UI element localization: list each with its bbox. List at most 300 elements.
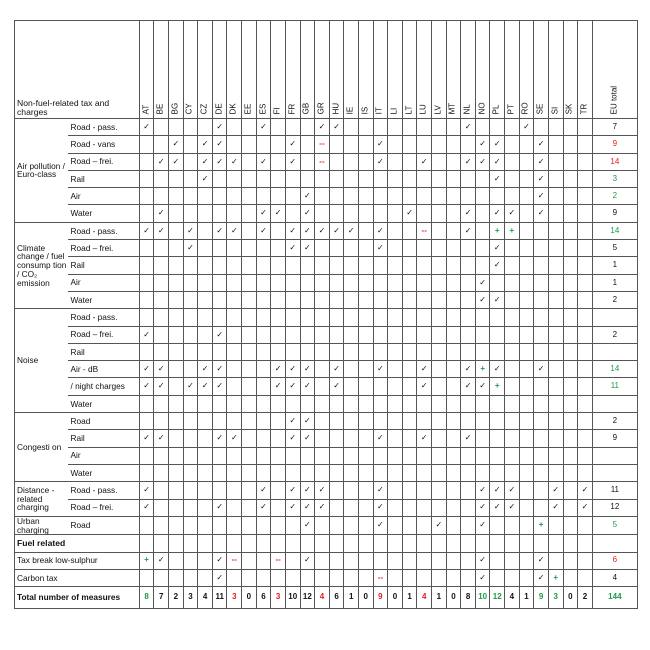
cell-gr <box>315 552 330 569</box>
cell-ie <box>344 153 359 170</box>
check-mark: ✓ <box>216 433 224 443</box>
cell-pt <box>505 343 520 360</box>
empty-cell <box>432 535 447 552</box>
check-mark: ✓ <box>303 381 311 391</box>
cell-lv <box>432 326 447 343</box>
cell-se <box>534 153 549 170</box>
cell-si <box>548 569 563 586</box>
check-mark: ✓ <box>493 294 501 304</box>
cell-ro <box>519 205 534 222</box>
country-total: 4 <box>417 587 432 609</box>
cell-cy <box>183 240 198 257</box>
cell-pl <box>490 569 505 586</box>
cell-li <box>388 361 403 378</box>
cell-sk <box>563 257 578 274</box>
cell-se <box>534 482 549 499</box>
table-row <box>15 552 638 569</box>
cell-gr <box>315 240 330 257</box>
country-header-tr <box>578 21 593 119</box>
cell-is <box>358 343 373 360</box>
check-mark: ✓ <box>493 208 501 218</box>
country-code: IE <box>345 106 355 114</box>
table-row <box>15 361 638 378</box>
cell-gb <box>300 257 315 274</box>
country-total: 3 <box>271 587 286 609</box>
cell-hu <box>329 326 344 343</box>
cell-cy <box>183 257 198 274</box>
check-mark: ✓ <box>303 416 311 425</box>
cell-nl <box>461 188 476 205</box>
cell-dk <box>227 343 242 360</box>
cell-lu <box>417 188 432 205</box>
cell-ie <box>344 499 359 516</box>
cell-gb <box>300 516 315 534</box>
cell-no <box>475 309 490 326</box>
country-total: 1 <box>402 587 417 609</box>
cell-ie <box>344 378 359 395</box>
cell-no <box>475 274 490 291</box>
table-row <box>15 482 638 499</box>
cell-gb <box>300 343 315 360</box>
cell-ee <box>242 222 257 239</box>
cell-li <box>388 447 403 464</box>
cell-cz <box>198 188 213 205</box>
cell-de <box>212 257 227 274</box>
cell-es <box>256 378 271 395</box>
cell-ie <box>344 447 359 464</box>
cell-ie <box>344 119 359 136</box>
cell-nl <box>461 291 476 308</box>
cell-li <box>388 136 403 153</box>
cell-is <box>358 378 373 395</box>
check-mark: ✓ <box>157 433 165 443</box>
cell-mt <box>446 274 461 291</box>
cell-it <box>373 552 388 569</box>
cell-ee <box>242 291 257 308</box>
check-mark: ✓ <box>143 381 150 391</box>
check-mark: ✓ <box>508 208 516 218</box>
cell-pt <box>505 326 520 343</box>
row-total: 9 <box>592 205 637 222</box>
country-header-cz <box>198 21 213 119</box>
cell-it <box>373 361 388 378</box>
cell-hu <box>329 222 344 239</box>
cell-sk <box>563 482 578 499</box>
cell-it <box>373 136 388 153</box>
empty-cell <box>183 535 198 552</box>
cell-at <box>139 119 154 136</box>
cell-lv <box>432 499 447 516</box>
cell-mt <box>446 170 461 187</box>
cell-hu <box>329 119 344 136</box>
category-label: Congesti on <box>15 413 69 482</box>
cell-mt <box>446 188 461 205</box>
mode-label: Road - pass. <box>68 119 139 136</box>
cell-it <box>373 482 388 499</box>
check-mark: ✓ <box>537 208 545 218</box>
plus-mark: + <box>538 520 544 530</box>
cell-it <box>373 291 388 308</box>
cell-gb <box>300 447 315 464</box>
cell-lt <box>402 153 417 170</box>
check-mark: ✓ <box>216 555 224 565</box>
cell-sk <box>563 170 578 187</box>
cell-li <box>388 119 403 136</box>
cell-cz <box>198 326 213 343</box>
cell-lt <box>402 482 417 499</box>
cell-gb <box>300 188 315 205</box>
cell-at <box>139 257 154 274</box>
row-total: 14 <box>592 361 637 378</box>
cell-si <box>548 464 563 481</box>
check-mark: ✓ <box>187 225 194 235</box>
cell-tr <box>578 361 593 378</box>
cell-fi <box>271 309 286 326</box>
cell-no <box>475 413 490 430</box>
cell-gr <box>315 274 330 291</box>
check-mark: ✓ <box>493 485 501 495</box>
empty-cell <box>139 535 154 552</box>
cell-de <box>212 395 227 412</box>
cell-mt <box>446 464 461 481</box>
cell-mt <box>446 516 461 534</box>
table-row <box>15 499 638 516</box>
check-mark: ✓ <box>479 485 486 495</box>
cell-se <box>534 378 549 395</box>
cell-bg <box>169 222 184 239</box>
cell-se <box>534 222 549 239</box>
cell-gr <box>315 326 330 343</box>
cell-lt <box>402 222 417 239</box>
cell-cy <box>183 499 198 516</box>
cell-de <box>212 309 227 326</box>
dash-mark: -- <box>377 572 384 582</box>
cell-li <box>388 240 403 257</box>
cell-gr <box>315 464 330 481</box>
country-code: CZ <box>199 103 209 114</box>
cell-is <box>358 291 373 308</box>
cell-ie <box>344 240 359 257</box>
cell-it <box>373 153 388 170</box>
check-mark: ✓ <box>289 225 297 235</box>
country-code: NO <box>477 102 487 114</box>
cell-sk <box>563 395 578 412</box>
empty-cell <box>198 535 213 552</box>
country-code: ES <box>258 103 268 114</box>
cell-no <box>475 136 490 153</box>
country-total: 0 <box>242 587 257 609</box>
cell-li <box>388 205 403 222</box>
country-total: 0 <box>563 587 578 609</box>
empty-cell <box>490 535 505 552</box>
check-mark: ✓ <box>289 502 297 512</box>
cell-cz <box>198 482 213 499</box>
cell-lu <box>417 205 432 222</box>
cell-de <box>212 569 227 586</box>
cell-fi <box>271 430 286 447</box>
cell-be <box>154 430 169 447</box>
cell-pt <box>505 274 520 291</box>
cell-nl <box>461 361 476 378</box>
check-mark: ✓ <box>201 139 209 149</box>
cell-se <box>534 240 549 257</box>
cell-fi <box>271 222 286 239</box>
check-mark: ✓ <box>333 225 340 235</box>
check-mark: ✓ <box>464 381 472 391</box>
cell-si <box>548 395 563 412</box>
cell-se <box>534 291 549 308</box>
country-total: 4 <box>198 587 213 609</box>
cell-lt <box>402 257 417 274</box>
cell-ro <box>519 343 534 360</box>
cell-is <box>358 516 373 534</box>
cell-cz <box>198 274 213 291</box>
cell-gb <box>300 274 315 291</box>
cell-hu <box>329 274 344 291</box>
cell-no <box>475 205 490 222</box>
mode-label: Road – frei. <box>68 153 139 170</box>
cell-it <box>373 499 388 516</box>
cell-bg <box>169 395 184 412</box>
cell-hu <box>329 378 344 395</box>
cell-es <box>256 274 271 291</box>
country-code: LV <box>433 104 443 114</box>
cell-si <box>548 136 563 153</box>
cell-bg <box>169 257 184 274</box>
cell-lv <box>432 291 447 308</box>
check-mark: ✓ <box>493 139 501 149</box>
check-mark: ✓ <box>303 225 311 235</box>
cell-lu <box>417 257 432 274</box>
cell-be <box>154 136 169 153</box>
cell-ie <box>344 291 359 308</box>
cell-at <box>139 499 154 516</box>
cell-is <box>358 464 373 481</box>
cell-de <box>212 240 227 257</box>
cell-pt <box>505 516 520 534</box>
cell-de <box>212 378 227 395</box>
country-code: RO <box>521 102 531 114</box>
cell-is <box>358 205 373 222</box>
table-row <box>15 188 638 205</box>
cell-li <box>388 257 403 274</box>
cell-mt <box>446 136 461 153</box>
cell-ie <box>344 361 359 378</box>
empty-cell <box>300 535 315 552</box>
cell-hu <box>329 257 344 274</box>
cell-hu <box>329 569 344 586</box>
cell-lt <box>402 170 417 187</box>
cell-fr <box>285 309 300 326</box>
cell-cz <box>198 464 213 481</box>
corner-label: Non-fuel-related tax and charges <box>15 21 140 119</box>
cell-hu <box>329 516 344 534</box>
cell-pt <box>505 240 520 257</box>
cell-gr <box>315 205 330 222</box>
cell-be <box>154 413 169 430</box>
table-row <box>15 170 638 187</box>
cell-lu <box>417 222 432 239</box>
cell-gr <box>315 395 330 412</box>
cell-at <box>139 170 154 187</box>
cell-it <box>373 464 388 481</box>
fuel-section-row <box>15 535 638 552</box>
fuel-measure-label: Carbon tax <box>15 569 140 586</box>
cell-cz <box>198 240 213 257</box>
cell-sk <box>563 430 578 447</box>
check-mark: ✓ <box>260 156 267 166</box>
cell-ee <box>242 378 257 395</box>
cell-lt <box>402 240 417 257</box>
country-code: MT <box>448 102 458 114</box>
cell-pl <box>490 552 505 569</box>
cell-lu <box>417 464 432 481</box>
cell-pl <box>490 257 505 274</box>
check-mark: ✓ <box>143 433 150 443</box>
cell-es <box>256 430 271 447</box>
empty-cell <box>519 535 534 552</box>
cell-ro <box>519 188 534 205</box>
cell-es <box>256 188 271 205</box>
cell-pt <box>505 188 520 205</box>
country-total: 0 <box>388 587 403 609</box>
cell-fi <box>271 464 286 481</box>
cell-be <box>154 240 169 257</box>
cell-ro <box>519 309 534 326</box>
dash-mark: -- <box>275 555 281 565</box>
cell-dk <box>227 257 242 274</box>
check-mark: ✓ <box>493 502 501 512</box>
cell-mt <box>446 240 461 257</box>
cell-cz <box>198 395 213 412</box>
empty-cell <box>212 535 227 552</box>
cell-pl <box>490 361 505 378</box>
cell-ee <box>242 516 257 534</box>
cell-fi <box>271 136 286 153</box>
country-header-no <box>475 21 490 119</box>
cell-it <box>373 222 388 239</box>
cell-nl <box>461 170 476 187</box>
cell-tr <box>578 188 593 205</box>
cell-sk <box>563 361 578 378</box>
country-header-ee <box>242 21 257 119</box>
cell-pt <box>505 552 520 569</box>
cell-be <box>154 257 169 274</box>
country-header-lv <box>432 21 447 119</box>
cell-li <box>388 170 403 187</box>
cell-si <box>548 153 563 170</box>
empty-cell <box>271 535 286 552</box>
cell-hu <box>329 343 344 360</box>
cell-gr <box>315 516 330 534</box>
cell-bg <box>169 136 184 153</box>
mode-label: Water <box>68 205 139 222</box>
plus-mark: + <box>509 225 515 235</box>
cell-hu <box>329 482 344 499</box>
check-mark: ✓ <box>260 208 267 218</box>
cell-mt <box>446 499 461 516</box>
cell-bg <box>169 326 184 343</box>
cell-de <box>212 361 227 378</box>
cell-si <box>548 170 563 187</box>
cell-sk <box>563 516 578 534</box>
cell-is <box>358 153 373 170</box>
cell-gb <box>300 430 315 447</box>
cell-nl <box>461 464 476 481</box>
cell-gb <box>300 361 315 378</box>
cell-at <box>139 222 154 239</box>
cell-ee <box>242 447 257 464</box>
check-mark: ✓ <box>318 502 326 512</box>
cell-es <box>256 222 271 239</box>
cell-ee <box>242 188 257 205</box>
cell-gb <box>300 222 315 239</box>
cell-li <box>388 378 403 395</box>
cell-pt <box>505 153 520 170</box>
cell-no <box>475 326 490 343</box>
country-total: 10 <box>285 587 300 609</box>
cell-ie <box>344 569 359 586</box>
check-mark: ✓ <box>289 364 297 374</box>
cell-no <box>475 361 490 378</box>
cell-tr <box>578 170 593 187</box>
check-mark: ✓ <box>464 121 472 131</box>
cell-nl <box>461 326 476 343</box>
cell-it <box>373 240 388 257</box>
cell-tr <box>578 552 593 569</box>
row-total <box>592 464 637 481</box>
cell-at <box>139 447 154 464</box>
check-mark: ✓ <box>464 208 472 218</box>
cell-bg <box>169 464 184 481</box>
check-mark: ✓ <box>303 364 311 374</box>
cell-at <box>139 205 154 222</box>
cell-es <box>256 395 271 412</box>
check-mark: ✓ <box>157 555 165 565</box>
cell-se <box>534 447 549 464</box>
cell-pt <box>505 413 520 430</box>
category-label: Distance -related charging <box>15 482 69 517</box>
cell-si <box>548 378 563 395</box>
check-mark: ✓ <box>216 572 224 582</box>
cell-is <box>358 222 373 239</box>
cell-fr <box>285 136 300 153</box>
cell-cz <box>198 153 213 170</box>
cell-de <box>212 343 227 360</box>
check-mark: ✓ <box>289 156 297 166</box>
cell-ee <box>242 430 257 447</box>
cell-dk <box>227 240 242 257</box>
cell-sk <box>563 464 578 481</box>
country-code: LI <box>389 107 399 114</box>
check-mark: ✓ <box>260 485 267 495</box>
check-mark: ✓ <box>289 243 297 253</box>
cell-dk <box>227 499 242 516</box>
cell-sk <box>563 153 578 170</box>
cell-se <box>534 569 549 586</box>
cell-de <box>212 482 227 499</box>
cell-li <box>388 188 403 205</box>
cell-li <box>388 153 403 170</box>
cell-pt <box>505 205 520 222</box>
row-total: 9 <box>592 430 637 447</box>
cell-ie <box>344 222 359 239</box>
cell-se <box>534 395 549 412</box>
cell-pl <box>490 119 505 136</box>
cell-ee <box>242 413 257 430</box>
row-total <box>592 343 637 360</box>
dash-mark: -- <box>319 139 325 149</box>
